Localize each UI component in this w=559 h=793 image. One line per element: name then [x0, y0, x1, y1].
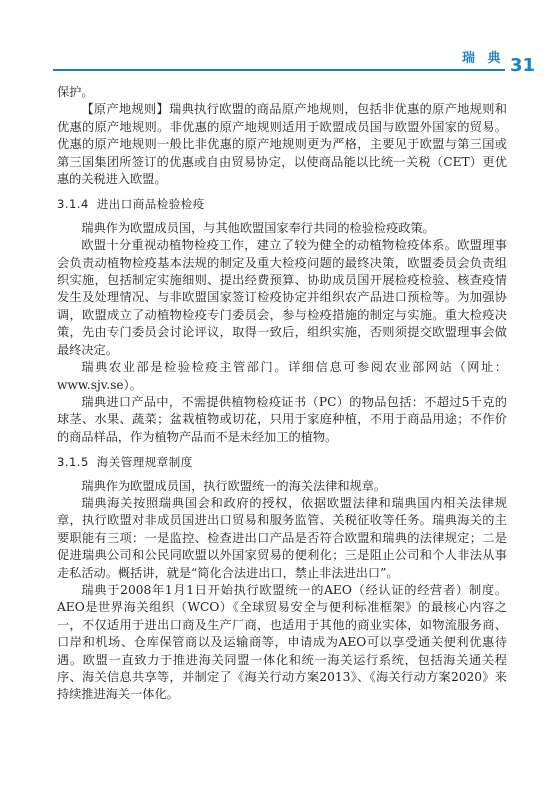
paragraph-continued: 保护。: [57, 85, 94, 99]
section-title: 海关管理规章制度: [96, 455, 193, 470]
paragraph: 瑞典农业部是检验检疫主管部门。详细信息可参阅农业部网站（网址：www.sjv.se）。: [57, 360, 507, 392]
paragraph-origin-rules: 【原产地规则】瑞典执行欧盟的商品原产地规则，包括非优惠的原产地规则和优惠的原产地规则。非优惠的原产地规则适用于欧盟成员国与欧盟外国家的贸易。优惠的原产地规则一般比非优惠的原产地规则更为严格，主要见于欧盟与第三国或第三国集团所签订的优惠或自由贸易协定，以使商品能以比统一关税（CET）更优惠的关税进入欧盟。: [57, 102, 507, 187]
section-heading-3-1-4: [57, 196, 507, 213]
paragraph: 瑞典于2008年1月1日开始执行欧盟统一的AEO（经认证的经营者）制度。AEO是世界海关组织（WCO）《全球贸易安全与便利标准框架》的最核心内容之一，不仅适用于进出口商及生产厂商，也适用于其他的商业实体，如物流服务商、口岸和机场、仓库保管商以及运输商等，申请成为AEO可以享受通关便利优惠待遇。欧盟一直致力于推进海关同盟一体化和统一海关运行系统，包括海关通关程序、海关信息共享等，并制定了《海关行动方案2013》、《海关行动方案2020》来持续推进海关一体化。: [57, 582, 507, 702]
section-number: 3.1.5: [57, 455, 89, 470]
header-country-label: 瑞 典: [462, 51, 505, 66]
paragraph: 瑞典作为欧盟成员国，与其他欧盟国家奉行共同的检验检疫政策。: [81, 220, 435, 235]
header-rule: [53, 69, 505, 71]
page-number: 31: [510, 55, 536, 76]
section-title: 进出口商品检验检疫: [96, 197, 205, 212]
page-body: [57, 84, 507, 704]
paragraph: 瑞典作为欧盟成员国，执行欧盟统一的海关法律和规章。: [81, 478, 387, 493]
section-heading-3-1-5: [57, 454, 507, 471]
paragraph: 瑞典进口产品中，不需提供植物检疫证书（PC）的物品包括：不超过5千克的球茎、水果、蔬菜；盆栽植物或切花，只用于家庭种植，不用于商品用途；不作价的商品样品，作为植物产品而不是未经加工的植物。: [57, 394, 507, 444]
section-number: 3.1.4: [57, 197, 89, 212]
paragraph: 瑞典海关按照瑞典国会和政府的授权，依据欧盟法律和瑞典国内相关法律规章，执行欧盟对非成员国进出口贸易和服务监管、关税征收等任务。瑞典海关的主要职能有三项：一是监控、检查进出口产品是否符合欧盟和瑞典的法律规定；二是促进瑞典公司和公民同欧盟以外国家贸易的便利化；三是阻止公司和个人非法从事走私活动。概括讲，就是“简化合法进出口，禁止非法进出口”。: [57, 495, 507, 580]
paragraph: 欧盟十分重视动植物检疫工作，建立了较为健全的动植物检疫体系。欧盟理事会负责动植物检疫基本法规的制定及重大检疫问题的最终决策，欧盟委员会负责组织实施，包括制定实施细则、提出经费预算、协助成员国开展检疫检验、核查疫情发生及处理情况、与非欧盟国家签订检疫协定并组织农产品进口预检等。为加强协调，欧盟成立了动植物检疫专门委员会，参与检疫措施的制定与实施。重大检疫决策，先由专门委员会讨论评议，取得一致后，组织实施，否则须提交欧盟理事会做最终决定。: [57, 238, 507, 357]
